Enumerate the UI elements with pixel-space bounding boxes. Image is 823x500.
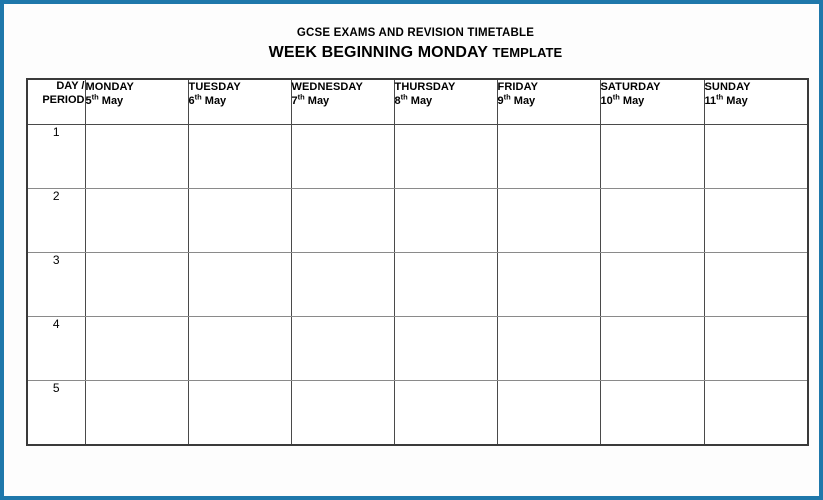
period-label-2: 2 bbox=[27, 189, 85, 253]
day-name-sunday: SUNDAY bbox=[704, 81, 751, 93]
slot-period3-monday[interactable] bbox=[85, 253, 188, 317]
date-ordinal-thursday: th bbox=[400, 92, 408, 102]
day-date-wednesday bbox=[292, 94, 394, 108]
slot-period1-wednesday[interactable] bbox=[291, 125, 394, 189]
timetable-header-row bbox=[27, 79, 808, 125]
slot-period2-wednesday[interactable] bbox=[291, 189, 394, 253]
slot-period3-tuesday[interactable] bbox=[188, 253, 291, 317]
date-month-saturday: May bbox=[622, 95, 645, 108]
day-name-wednesday: WEDNESDAY bbox=[291, 81, 363, 93]
day-date-monday bbox=[86, 94, 188, 108]
slot-period5-saturday[interactable] bbox=[600, 381, 704, 446]
date-ordinal-saturday: th bbox=[612, 92, 620, 102]
slot-period4-friday[interactable] bbox=[497, 317, 600, 381]
slot-period5-thursday[interactable] bbox=[394, 381, 497, 446]
day-date-sunday bbox=[705, 94, 808, 108]
table-row bbox=[27, 381, 808, 446]
date-number-monday: 5 bbox=[85, 95, 92, 108]
table-row bbox=[27, 125, 808, 189]
title-heading-suffix: TEMPLATE bbox=[492, 44, 563, 60]
date-number-friday: 9 bbox=[497, 95, 504, 108]
period-label-5: 5 bbox=[27, 381, 85, 446]
period-label-4: 4 bbox=[27, 317, 85, 381]
date-ordinal-monday: th bbox=[91, 92, 99, 102]
period-label-3: 3 bbox=[27, 253, 85, 317]
slot-period2-tuesday[interactable] bbox=[188, 189, 291, 253]
header-column-friday bbox=[497, 79, 600, 125]
date-month-tuesday: May bbox=[204, 95, 227, 108]
slot-period5-monday[interactable] bbox=[85, 381, 188, 446]
table-row bbox=[27, 317, 808, 381]
slot-period2-sunday[interactable] bbox=[704, 189, 808, 253]
slot-period2-monday[interactable] bbox=[85, 189, 188, 253]
timetable bbox=[26, 78, 809, 446]
header-column-thursday bbox=[394, 79, 497, 125]
title-heading bbox=[4, 45, 823, 61]
slot-period3-sunday[interactable] bbox=[704, 253, 808, 317]
date-number-wednesday: 7 bbox=[291, 95, 298, 108]
day-date-friday bbox=[498, 94, 600, 108]
header-column-wednesday bbox=[291, 79, 394, 125]
table-row bbox=[27, 189, 808, 253]
date-month-monday: May bbox=[101, 95, 124, 108]
date-ordinal-friday: th bbox=[503, 92, 511, 102]
header-column-monday bbox=[85, 79, 188, 125]
date-ordinal-tuesday: th bbox=[194, 92, 202, 102]
day-name-monday: MONDAY bbox=[85, 81, 134, 93]
slot-period1-saturday[interactable] bbox=[600, 125, 704, 189]
slot-period3-saturday[interactable] bbox=[600, 253, 704, 317]
slot-period5-sunday[interactable] bbox=[704, 381, 808, 446]
day-name-thursday: THURSDAY bbox=[394, 81, 456, 93]
title-subheading: GCSE EXAMS AND REVISION TIMETABLE bbox=[296, 27, 535, 39]
day-date-tuesday bbox=[189, 94, 291, 108]
slot-period1-sunday[interactable] bbox=[704, 125, 808, 189]
slot-period5-wednesday[interactable] bbox=[291, 381, 394, 446]
slot-period1-tuesday[interactable] bbox=[188, 125, 291, 189]
date-month-sunday: May bbox=[726, 95, 748, 108]
header-column-sunday bbox=[704, 79, 808, 125]
date-number-tuesday: 6 bbox=[188, 95, 195, 108]
slot-period1-friday[interactable] bbox=[497, 125, 600, 189]
slot-period4-tuesday[interactable] bbox=[188, 317, 291, 381]
table-row bbox=[27, 253, 808, 317]
corner-label-line2: PERIOD bbox=[42, 93, 85, 106]
date-month-wednesday: May bbox=[307, 95, 330, 108]
header-column-tuesday bbox=[188, 79, 291, 125]
header-day-period-corner bbox=[27, 79, 85, 125]
slot-period4-wednesday[interactable] bbox=[291, 317, 394, 381]
slot-period4-monday[interactable] bbox=[85, 317, 188, 381]
day-name-friday: FRIDAY bbox=[497, 81, 539, 93]
slot-period5-tuesday[interactable] bbox=[188, 381, 291, 446]
document-sheet bbox=[4, 4, 819, 496]
corner-label-line1: DAY / bbox=[56, 80, 85, 92]
slot-period3-friday[interactable] bbox=[497, 253, 600, 317]
date-ordinal-sunday: th bbox=[716, 92, 724, 102]
day-name-tuesday: TUESDAY bbox=[188, 81, 241, 93]
date-number-saturday: 10 bbox=[600, 95, 613, 108]
slot-period1-monday[interactable] bbox=[85, 125, 188, 189]
slot-period4-thursday[interactable] bbox=[394, 317, 497, 381]
slot-period2-saturday[interactable] bbox=[600, 189, 704, 253]
slot-period4-sunday[interactable] bbox=[704, 317, 808, 381]
slot-period5-friday[interactable] bbox=[497, 381, 600, 446]
date-number-thursday: 8 bbox=[394, 95, 401, 108]
day-date-saturday bbox=[601, 94, 704, 108]
date-month-thursday: May bbox=[410, 95, 433, 108]
slot-period4-saturday[interactable] bbox=[600, 317, 704, 381]
slot-period1-thursday[interactable] bbox=[394, 125, 497, 189]
date-ordinal-wednesday: th bbox=[297, 92, 305, 102]
slot-period3-thursday[interactable] bbox=[394, 253, 497, 317]
period-label-1: 1 bbox=[27, 125, 85, 189]
day-name-saturday: SATURDAY bbox=[600, 81, 661, 93]
document-title-block bbox=[4, 28, 823, 61]
slot-period3-wednesday[interactable] bbox=[291, 253, 394, 317]
slot-period2-friday[interactable] bbox=[497, 189, 600, 253]
date-month-friday: May bbox=[513, 95, 536, 108]
title-heading-main: WEEK BEGINNING MONDAY bbox=[268, 43, 488, 61]
slot-period2-thursday[interactable] bbox=[394, 189, 497, 253]
header-column-saturday bbox=[600, 79, 704, 125]
day-date-thursday bbox=[395, 94, 497, 108]
date-number-sunday: 11 bbox=[704, 95, 717, 108]
